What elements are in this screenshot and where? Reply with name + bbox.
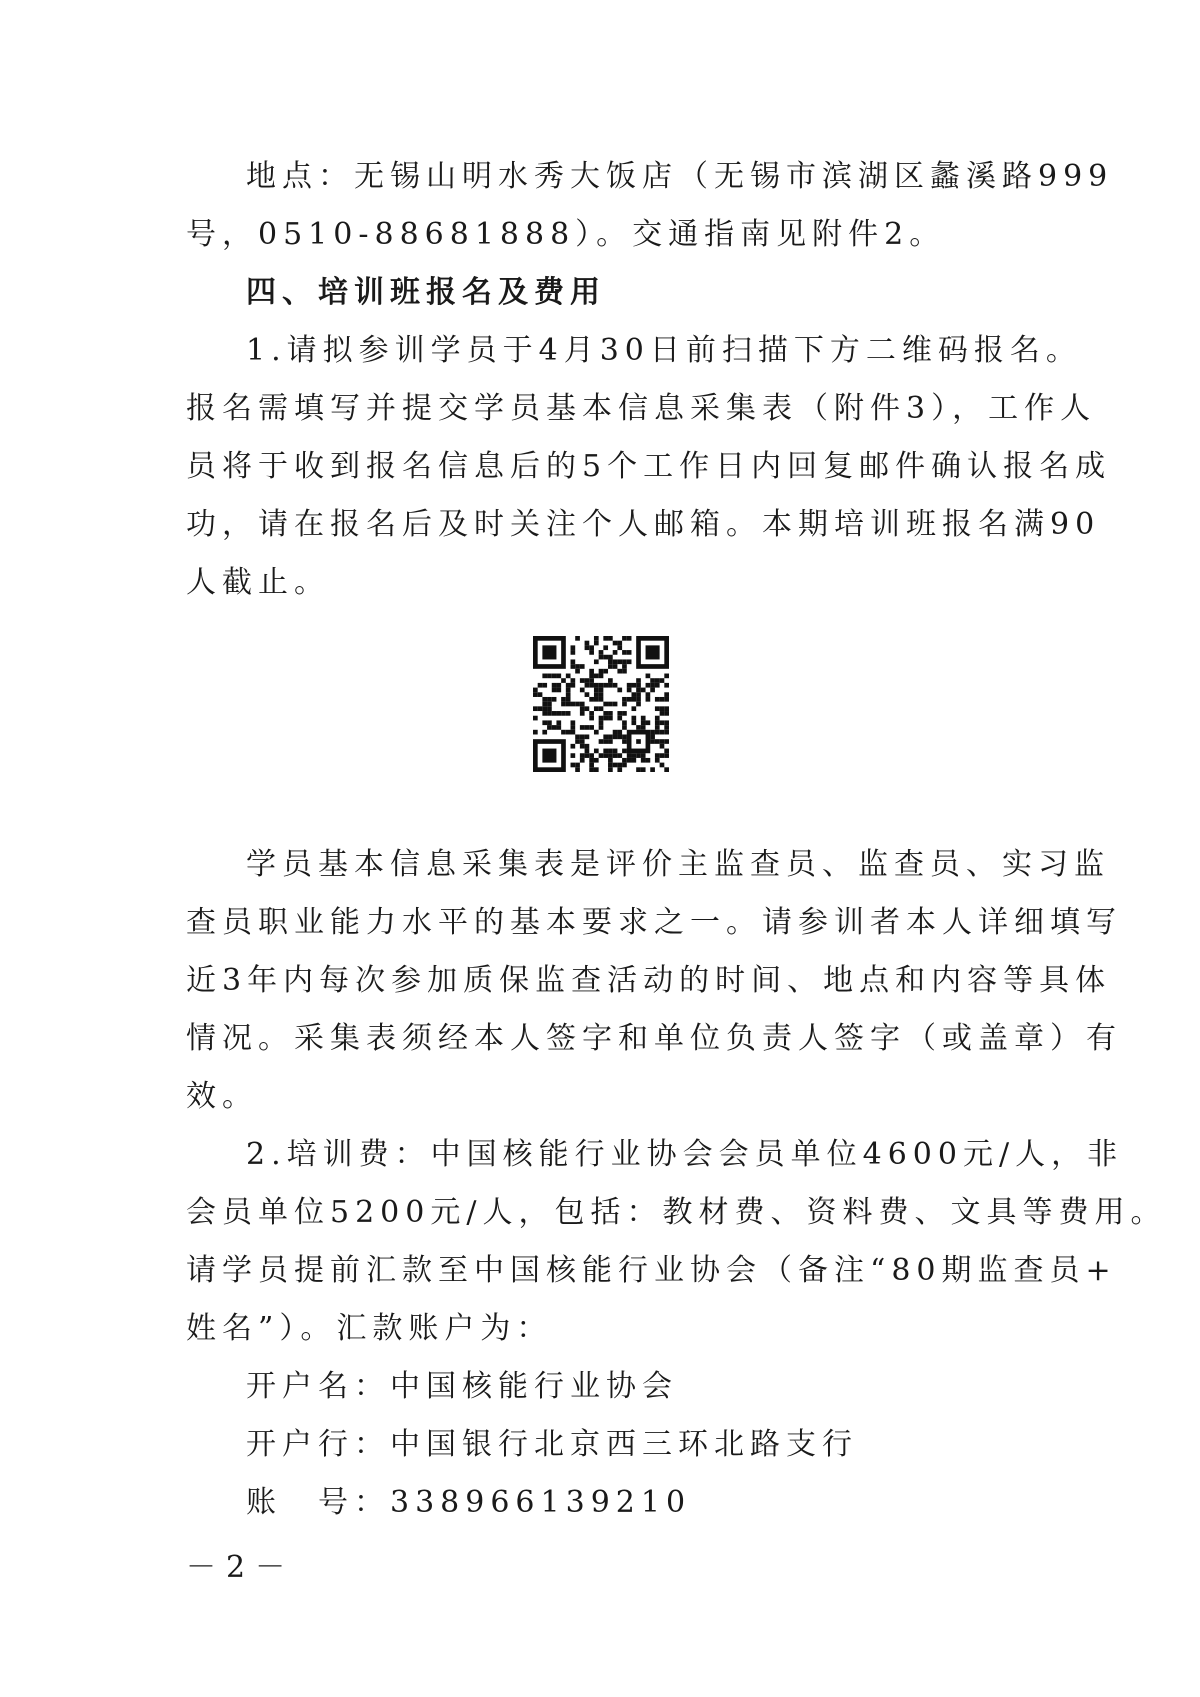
form-note-line: 查员职业能力水平的基本要求之一。请参训者本人详细填写 — [186, 905, 1122, 940]
item2-line: 姓名”）。汇款账户为： — [186, 1311, 553, 1346]
account-name: 开户名：中国核能行业协会 — [246, 1369, 678, 1404]
item1-line: 人截止。 — [186, 565, 330, 600]
section-heading: 四、培训班报名及费用 — [246, 275, 606, 310]
location-line-1: 地点：无锡山明水秀大饭店（无锡市滨湖区蠡溪路999 — [246, 159, 1114, 194]
account-number: 账 号：338966139210 — [246, 1485, 692, 1520]
item2-line: 2.培训费：中国核能行业协会会员单位4600元/人，非 — [246, 1137, 1124, 1172]
registration-qr-code[interactable] — [533, 636, 669, 772]
form-note-line: 情况。采集表须经本人签字和单位负责人签字（或盖章）有 — [186, 1021, 1122, 1056]
item1-line: 报名需填写并提交学员基本信息采集表（附件3），工作人 — [186, 391, 1097, 426]
form-note-line: 效。 — [186, 1079, 258, 1114]
account-bank: 开户行：中国银行北京西三环北路支行 — [246, 1427, 858, 1462]
item1-line: 员将于收到报名信息后的5个工作日内回复邮件确认报名成 — [186, 449, 1112, 484]
qr-code-icon — [533, 636, 669, 772]
item1-line: 1.请拟参训学员于4月30日前扫描下方二维码报名。 — [246, 333, 1082, 368]
form-note-line: 近3年内每次参加质保监查活动的时间、地点和内容等具体 — [186, 963, 1112, 998]
item2-line: 请学员提前汇款至中国核能行业协会（备注“80期监查员+ — [186, 1253, 1117, 1288]
item1-line: 功，请在报名后及时关注个人邮箱。本期培训班报名满90 — [186, 507, 1101, 542]
location-line-2: 号，0510-88681888）。交通指南见附件2。 — [186, 217, 946, 252]
form-note-line: 学员基本信息采集表是评价主监查员、监查员、实习监 — [246, 847, 1110, 882]
item2-line: 会员单位5200元/人，包括：教材费、资料费、文具等费用。 — [186, 1195, 1167, 1230]
page-number: －2－ — [186, 1550, 296, 1585]
